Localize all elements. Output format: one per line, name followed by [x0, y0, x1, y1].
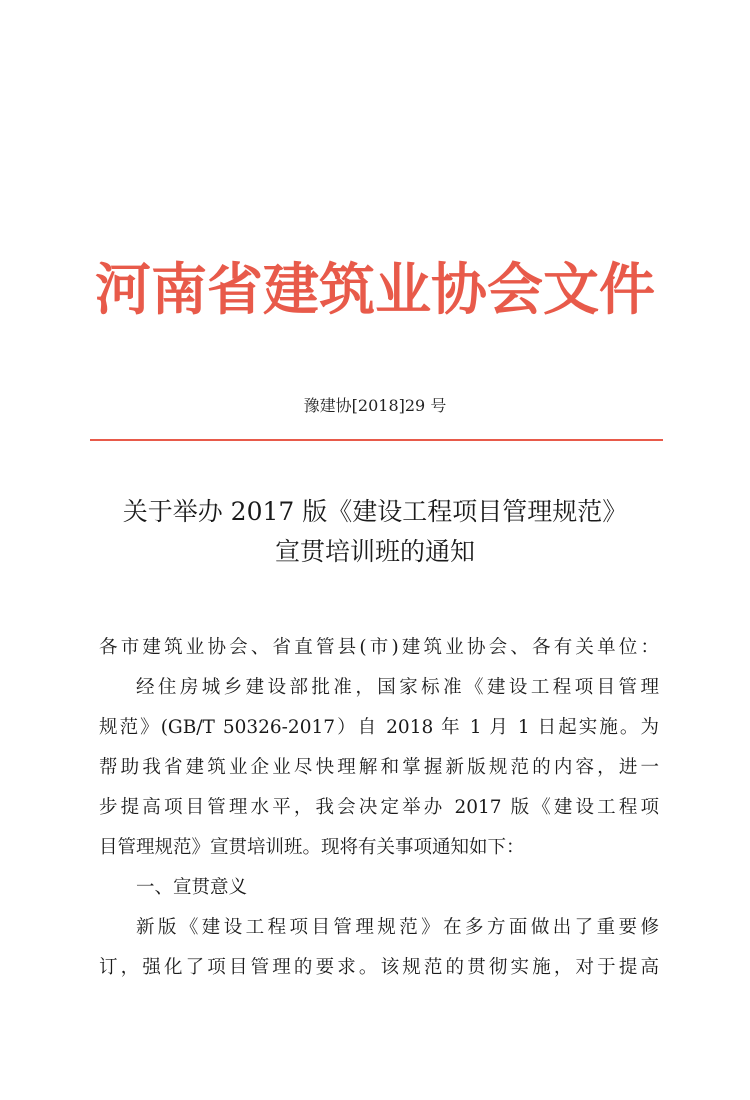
notice-title — [0, 492, 750, 572]
notice-title-line-2: 宣贯培训班的通知 — [274, 537, 475, 566]
org-header-title: 河南省建筑业协会文件 — [95, 257, 655, 323]
document-number: 豫建协[2018]29 号 — [303, 396, 447, 415]
notice-title-line-1: 关于举办 2017 版《建设工程项目管理规范》 — [122, 497, 628, 526]
section-1-line-2: 订，强化了项目管理的要求。该规范的贯彻实施，对于提高 — [99, 957, 659, 978]
salutation: 各市建筑业协会、省直管县(市)建筑业协会、各有关单位： — [99, 637, 659, 658]
header-divider — [90, 439, 663, 441]
section-1-line-1: 新版《建设工程项目管理规范》在多方面做出了重要修 — [136, 917, 659, 938]
body-line-5: 目管理规范》宣贯培训班。现将有关事项通知如下： — [99, 837, 525, 858]
body-line-4: 步提高项目管理水平，我会决定举办 2017 版《建设工程项 — [99, 797, 659, 818]
notice-body — [99, 628, 659, 988]
section-1-heading: 一、宣贯意义 — [136, 877, 248, 898]
body-line-2: 规范》(GB/T 50326-2017）自 2018 年 1 月 1 日起实施。为 — [99, 717, 659, 738]
body-line-1: 经住房城乡建设部批准，国家标准《建设工程项目管理 — [136, 677, 659, 698]
body-line-3: 帮助我省建筑业企业尽快理解和掌握新版规范的内容，进一 — [99, 757, 659, 778]
